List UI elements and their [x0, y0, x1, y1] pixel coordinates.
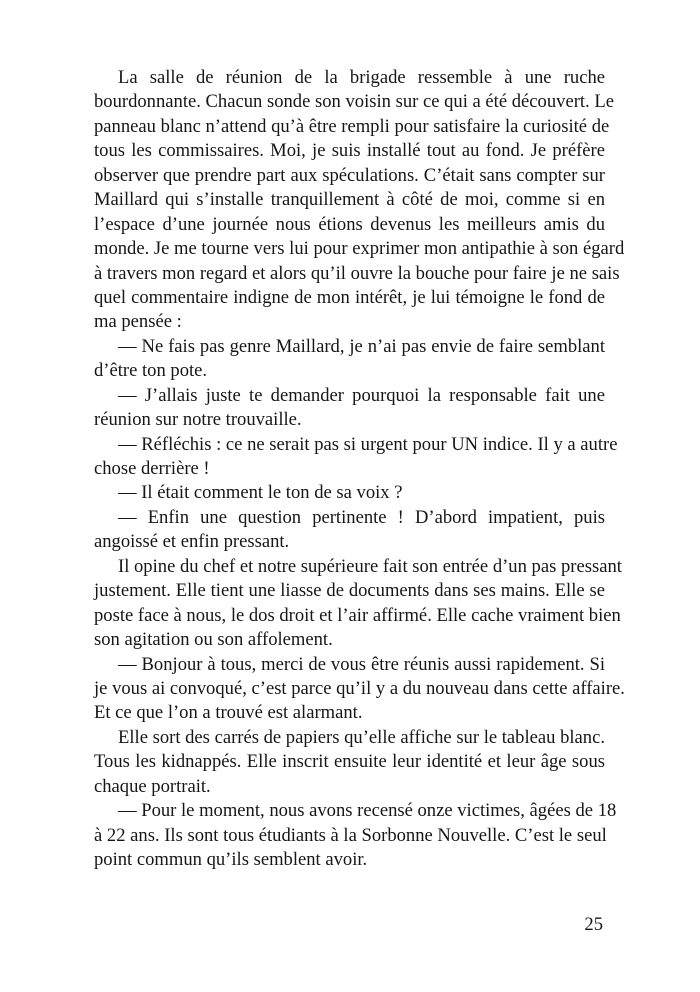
text-line: — J’allais juste te demander pourquoi la responsable fait une: [118, 384, 605, 406]
paragraph: [94, 799, 617, 872]
text-line: — Réfléchis : ce ne serait pas si urgent pour UN indice. Il y a autre: [118, 433, 618, 455]
text-line: chose derrière !: [94, 458, 210, 479]
text-line: panneau blanc n’attend qu’à être rempli pour satisfaire la curiosité de: [94, 115, 610, 137]
text-line: ma pensée :: [94, 311, 182, 333]
text-line: point commun qu’ils semblent avoir.: [94, 849, 368, 870]
text-line: monde. Je me tourne vers lui pour exprimer mon antipathie à son égard: [94, 238, 625, 260]
text-line: l’espace d’une journée nous étions devenus les meilleurs amis du: [94, 213, 605, 235]
text-line: poste face à nous, le dos droit et l’air affirmé. Elle cache vraiment bien: [94, 604, 621, 626]
text-line: — Ne fais pas genre Maillard, je n’ai pas envie de faire semblant: [118, 335, 605, 357]
text-line: son agitation ou son affolement.: [94, 629, 333, 651]
paragraph: [94, 653, 625, 726]
text-line: angoissé et enfin pressant.: [94, 531, 290, 553]
paragraph: [94, 384, 605, 433]
paragraph: [94, 433, 618, 482]
paragraph: [94, 726, 605, 799]
text-line: je vous ai convoqué, c’est parce qu’il y a du nouveau dans cette affaire.: [94, 677, 625, 699]
text-line: Elle sort des carrés de papiers qu’elle affiche sur le tableau blanc.: [118, 726, 606, 748]
text-line: à 22 ans. Ils sont tous étudiants à la Sorbonne Nouvelle. C’est le seul: [94, 824, 607, 846]
text-line: — Pour le moment, nous avons recensé onze victimes, âgées de 18: [118, 800, 617, 822]
text-line: d’être ton pote.: [94, 360, 208, 382]
page-body: [94, 66, 625, 872]
text-line: bourdonnante. Chacun sonde son voisin sur ce qui a été découvert. Le: [94, 91, 614, 113]
page-number: 25: [584, 914, 603, 935]
text-line: justement. Elle tient une liasse de documents dans ses mains. Elle se: [94, 580, 605, 602]
text-line: La salle de réunion de la brigade ressemble à une ruche: [118, 67, 605, 88]
text-line: observer que prendre part aux spéculations. C’était sans compter sur: [94, 164, 605, 186]
paragraph: [94, 481, 605, 505]
text-line: — Enfin une question pertinente ! D’abord impatient, puis: [118, 506, 605, 528]
text-line: quel commentaire indigne de mon intérêt, je lui témoigne le fond de: [94, 286, 605, 308]
text-line: tous les commissaires. Moi, je suis installé tout au fond. Je préfère: [94, 140, 605, 162]
text-line: à travers mon regard et alors qu’il ouvre la bouche pour faire je ne sais: [94, 262, 620, 284]
text-line: Et ce que l’on a trouvé est alarmant.: [94, 702, 363, 724]
text-line: — Bonjour à tous, merci de vous être réunis aussi rapidement. Si: [118, 653, 605, 675]
paragraph: [94, 335, 605, 384]
text-line: Il opine du chef et notre supérieure fait son entrée d’un pas pressant: [118, 555, 622, 577]
text-line: chaque portrait.: [94, 775, 211, 797]
paragraph: [94, 555, 622, 653]
text-line: Tous les kidnappés. Elle inscrit ensuite leur identité et leur âge sous: [94, 751, 605, 773]
text-line: réunion sur notre trouvaille.: [94, 409, 302, 431]
paragraph: [94, 66, 625, 335]
text-line: Maillard qui s’installe tranquillement à côté de moi, comme si en: [94, 189, 605, 211]
paragraph: [94, 506, 605, 555]
text-line: — Il était comment le ton de sa voix ?: [118, 482, 403, 504]
